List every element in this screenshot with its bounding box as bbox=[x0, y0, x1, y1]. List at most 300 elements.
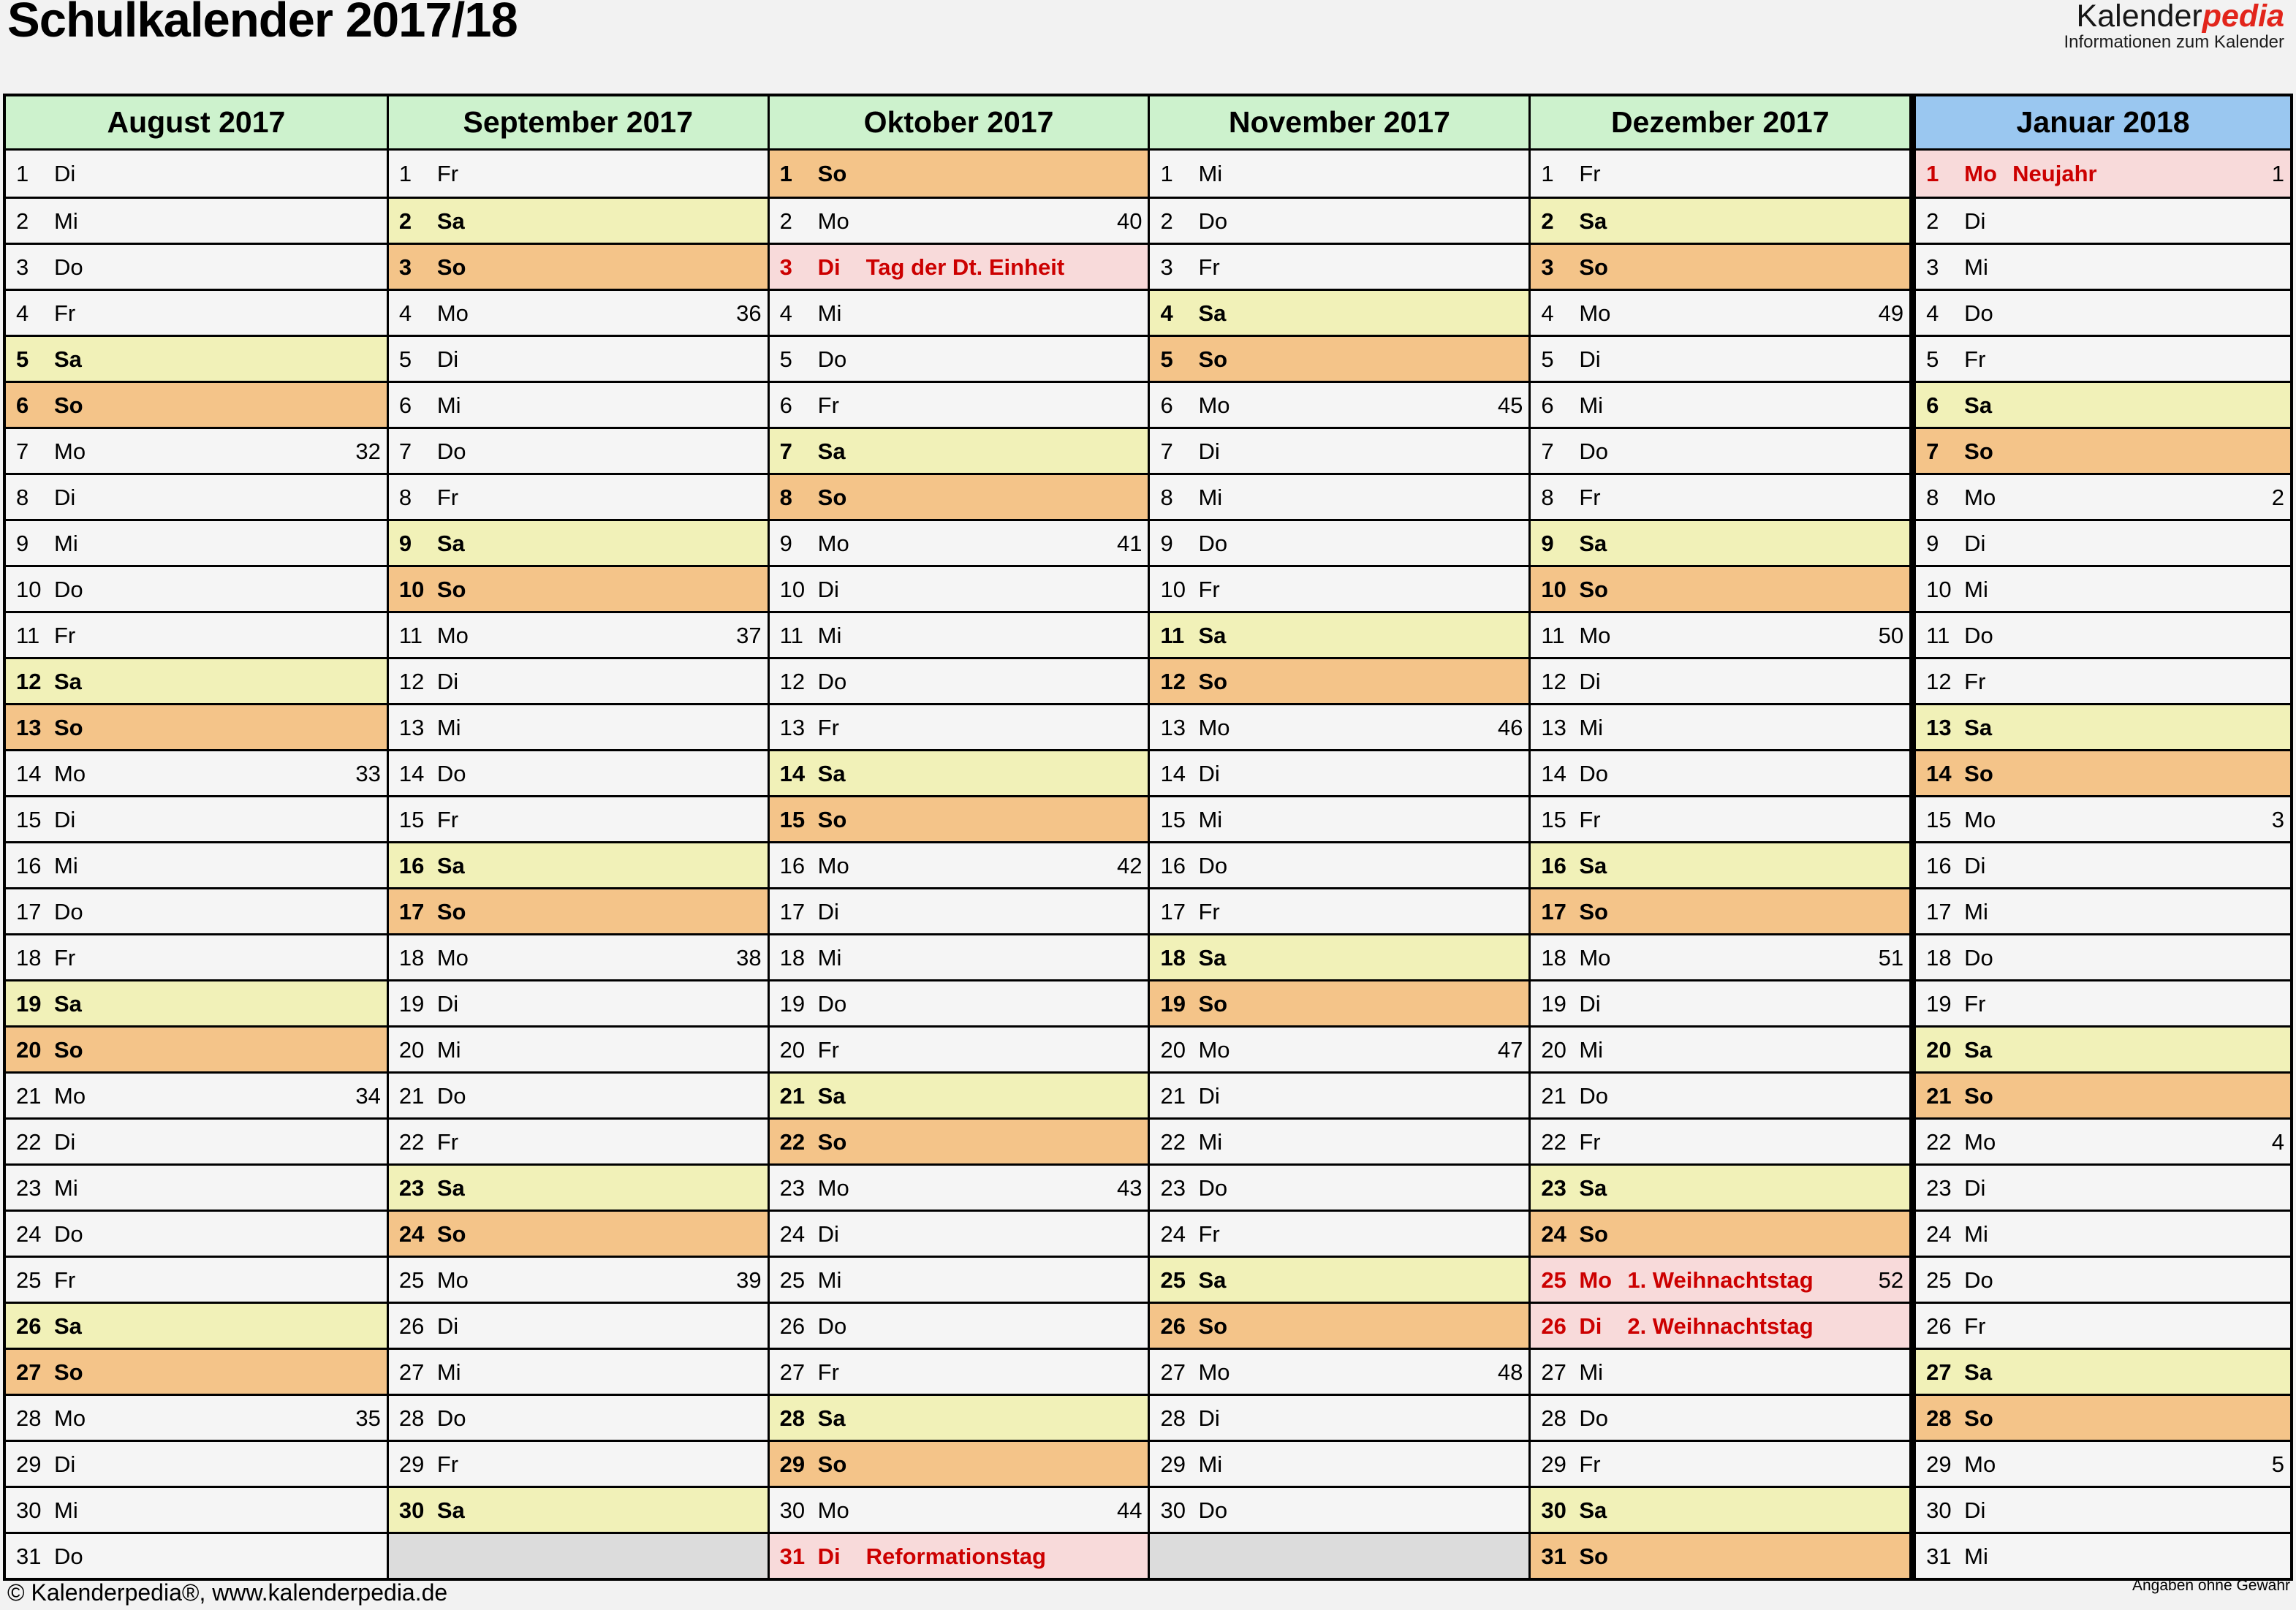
weekday-label: Sa bbox=[1964, 1359, 1993, 1385]
day-number: 7 bbox=[1926, 438, 1939, 464]
day-number: 1 bbox=[1926, 161, 1939, 186]
day-cell bbox=[770, 519, 1148, 565]
day-number: 27 bbox=[16, 1359, 42, 1385]
day-number: 1 bbox=[1160, 161, 1173, 186]
day-cell bbox=[6, 933, 387, 979]
day-number: 24 bbox=[779, 1220, 806, 1247]
day-number: 19 bbox=[1926, 990, 1952, 1017]
day-cell bbox=[1150, 1071, 1528, 1117]
week-number: 3 bbox=[2271, 806, 2284, 832]
weekday-label: Sa bbox=[54, 668, 82, 694]
day-number: 16 bbox=[1160, 852, 1186, 878]
weekday-label: Sa bbox=[1579, 1497, 1607, 1523]
day-number: 12 bbox=[398, 668, 425, 694]
day-number: 21 bbox=[16, 1082, 42, 1109]
day-number: 4 bbox=[1160, 300, 1173, 326]
day-number: 12 bbox=[16, 668, 42, 694]
day-number: 18 bbox=[779, 944, 806, 971]
day-number: 13 bbox=[1541, 714, 1566, 740]
weekday-label: Do bbox=[817, 1313, 847, 1339]
day-cell bbox=[389, 473, 768, 519]
day-number: 6 bbox=[779, 392, 792, 418]
weekday-label: Mi bbox=[1964, 576, 1988, 602]
day-number: 5 bbox=[16, 346, 29, 372]
weekday-label: Fr bbox=[817, 714, 839, 740]
weekday-label: So bbox=[1198, 1313, 1228, 1339]
weekday-label: Fr bbox=[817, 1359, 839, 1385]
day-cell bbox=[770, 565, 1148, 611]
day-number: 9 bbox=[398, 530, 412, 556]
week-number: 2 bbox=[2271, 484, 2284, 510]
weekday-label: Mo bbox=[436, 944, 469, 971]
day-number: 3 bbox=[1541, 254, 1554, 280]
logo-wordmark bbox=[2064, 0, 2285, 33]
weekday-label: Fr bbox=[1579, 806, 1601, 832]
day-cell bbox=[1916, 841, 2290, 887]
day-cell bbox=[1150, 979, 1528, 1025]
weekday-label: Fr bbox=[1579, 484, 1601, 510]
day-number: 2 bbox=[1541, 208, 1554, 234]
day-cell bbox=[389, 151, 768, 197]
day-number: 16 bbox=[1926, 852, 1952, 878]
day-cell bbox=[770, 1210, 1148, 1256]
weekday-label: Di bbox=[436, 1313, 459, 1339]
day-number: 4 bbox=[16, 300, 29, 326]
weekday-label: Do bbox=[436, 438, 466, 464]
day-number: 24 bbox=[398, 1220, 425, 1247]
weekday-label: Mi bbox=[54, 530, 78, 556]
week-number: 36 bbox=[736, 300, 762, 326]
day-cell bbox=[1531, 1117, 1909, 1163]
day-number: 24 bbox=[1160, 1220, 1186, 1247]
weekday-label: Di bbox=[1579, 346, 1601, 372]
weekday-label: Di bbox=[436, 346, 459, 372]
day-cell bbox=[389, 381, 768, 427]
weekday-label: Fr bbox=[54, 622, 76, 648]
weekday-label: Sa bbox=[436, 1174, 465, 1201]
day-cell bbox=[389, 335, 768, 381]
day-number: 28 bbox=[1926, 1405, 1952, 1431]
day-cell bbox=[1531, 703, 1909, 749]
day-cell bbox=[1531, 1025, 1909, 1071]
day-cell bbox=[389, 933, 768, 979]
day-cell bbox=[1916, 381, 2290, 427]
day-number: 5 bbox=[1541, 346, 1554, 372]
weekday-label: So bbox=[817, 1128, 847, 1155]
calendar-table bbox=[3, 94, 2293, 1581]
day-cell bbox=[1531, 519, 1909, 565]
weekday-label: Fr bbox=[1198, 898, 1220, 924]
weekday-label: Sa bbox=[1579, 1174, 1607, 1201]
day-number: 31 bbox=[779, 1543, 806, 1569]
weekday-label: Mi bbox=[436, 392, 461, 418]
day-number: 15 bbox=[779, 806, 806, 832]
day-cell bbox=[6, 657, 387, 703]
day-cell bbox=[1150, 1210, 1528, 1256]
day-cell bbox=[1150, 1486, 1528, 1532]
day-cell bbox=[770, 243, 1148, 289]
day-cell bbox=[389, 1163, 768, 1210]
weekday-label: Mo bbox=[817, 1497, 849, 1523]
day-number: 10 bbox=[398, 576, 425, 602]
weekday-label: Di bbox=[1964, 530, 1986, 556]
logo-text-black: Kalender bbox=[2076, 0, 2202, 34]
weekday-label: Mo bbox=[54, 760, 86, 786]
day-cell bbox=[1150, 565, 1528, 611]
day-cell bbox=[1531, 1394, 1909, 1440]
empty-cell bbox=[389, 1532, 768, 1578]
day-cell bbox=[389, 1117, 768, 1163]
day-cell bbox=[770, 381, 1148, 427]
day-cell bbox=[770, 979, 1148, 1025]
weekday-label: Mi bbox=[1198, 1128, 1223, 1155]
weekday-label: So bbox=[54, 714, 83, 740]
weekday-label: Sa bbox=[436, 852, 465, 878]
day-cell bbox=[1531, 1348, 1909, 1394]
logo-text-red: pedia bbox=[2202, 0, 2284, 34]
day-cell bbox=[389, 979, 768, 1025]
day-cell bbox=[1916, 335, 2290, 381]
weekday-label: Mo bbox=[1198, 714, 1230, 740]
weekday-label: Mo bbox=[1579, 1267, 1613, 1293]
weekday-label: Do bbox=[1964, 300, 1993, 326]
day-cell bbox=[770, 427, 1148, 473]
day-number: 12 bbox=[779, 668, 806, 694]
day-number: 8 bbox=[1160, 484, 1173, 510]
week-number: 37 bbox=[736, 622, 762, 648]
weekday-label: Sa bbox=[1579, 208, 1607, 234]
month-header-januar-2018: Januar 2018 bbox=[1916, 96, 2290, 151]
weekday-label: Fr bbox=[54, 300, 76, 326]
day-cell bbox=[6, 1210, 387, 1256]
day-number: 5 bbox=[1926, 346, 1939, 372]
day-cell bbox=[1916, 1394, 2290, 1440]
day-cell bbox=[1150, 289, 1528, 335]
week-number: 43 bbox=[1117, 1174, 1143, 1201]
day-number: 30 bbox=[1160, 1497, 1186, 1523]
weekday-label: Sa bbox=[54, 1313, 82, 1339]
weekday-label: So bbox=[1579, 1543, 1608, 1569]
day-cell bbox=[770, 1025, 1148, 1071]
day-number: 24 bbox=[16, 1220, 42, 1247]
weekday-label: Sa bbox=[1198, 944, 1227, 971]
week-number: 4 bbox=[2271, 1128, 2284, 1155]
day-cell bbox=[1916, 1071, 2290, 1117]
day-number: 1 bbox=[398, 161, 412, 186]
weekday-label: Mi bbox=[817, 944, 842, 971]
day-cell bbox=[6, 197, 387, 243]
day-cell bbox=[6, 1163, 387, 1210]
day-number: 6 bbox=[1541, 392, 1554, 418]
month-header-august-2017: August 2017 bbox=[6, 96, 387, 151]
day-number: 16 bbox=[1541, 852, 1566, 878]
week-number: 49 bbox=[1878, 300, 1904, 326]
weekday-label: Mo bbox=[1198, 392, 1230, 418]
day-number: 30 bbox=[779, 1497, 806, 1523]
weekday-label: Di bbox=[1198, 438, 1220, 464]
day-number: 26 bbox=[779, 1313, 806, 1339]
day-cell bbox=[389, 1210, 768, 1256]
day-cell bbox=[1531, 473, 1909, 519]
weekday-label: Sa bbox=[817, 1082, 846, 1109]
weekday-label: Mi bbox=[817, 622, 842, 648]
day-cell bbox=[1531, 289, 1909, 335]
weekday-label: Do bbox=[54, 1220, 83, 1247]
day-number: 11 bbox=[779, 622, 803, 648]
copyright-text[interactable]: © Kalenderpedia®, www.kalenderpedia.de bbox=[7, 1579, 448, 1606]
weekday-label: So bbox=[1964, 438, 1993, 464]
day-number: 26 bbox=[1926, 1313, 1952, 1339]
day-number: 30 bbox=[1926, 1497, 1952, 1523]
day-cell bbox=[770, 1163, 1148, 1210]
weekday-label: Mo bbox=[817, 208, 849, 234]
day-cell bbox=[6, 979, 387, 1025]
month-column-januar-2018 bbox=[1909, 96, 2290, 1578]
weekday-label: Do bbox=[1964, 944, 1993, 971]
day-cell bbox=[6, 795, 387, 841]
weekday-label: Do bbox=[1579, 1405, 1608, 1431]
weekday-label: Fr bbox=[1579, 1451, 1601, 1477]
kalenderpedia-logo[interactable] bbox=[2064, 0, 2285, 51]
week-number: 35 bbox=[355, 1405, 381, 1431]
day-number: 21 bbox=[1160, 1082, 1186, 1109]
day-cell bbox=[6, 427, 387, 473]
day-number: 2 bbox=[16, 208, 29, 234]
day-cell bbox=[770, 1117, 1148, 1163]
day-number: 30 bbox=[398, 1497, 425, 1523]
day-cell bbox=[1531, 1256, 1909, 1302]
day-cell bbox=[1150, 1025, 1528, 1071]
weekday-label: Fr bbox=[817, 1036, 839, 1063]
weekday-label: Di bbox=[436, 668, 459, 694]
day-number: 6 bbox=[398, 392, 412, 418]
day-number: 13 bbox=[779, 714, 806, 740]
weekday-label: Mi bbox=[1579, 1359, 1604, 1385]
weekday-label: Di bbox=[436, 990, 459, 1017]
day-cell bbox=[770, 335, 1148, 381]
day-number: 3 bbox=[16, 254, 29, 280]
holiday-label: 2. Weihnachtstag bbox=[1627, 1313, 1814, 1339]
weekday-label: Di bbox=[817, 1543, 841, 1569]
day-number: 10 bbox=[1541, 576, 1566, 602]
day-cell bbox=[1916, 519, 2290, 565]
day-number: 20 bbox=[1541, 1036, 1566, 1063]
day-number: 28 bbox=[779, 1405, 806, 1431]
day-cell bbox=[6, 565, 387, 611]
day-cell bbox=[770, 1440, 1148, 1486]
weekday-label: Do bbox=[1964, 1267, 1993, 1293]
day-cell bbox=[770, 841, 1148, 887]
day-cell bbox=[1916, 657, 2290, 703]
weekday-label: So bbox=[1964, 1405, 1993, 1431]
weekday-label: Mi bbox=[1198, 161, 1223, 186]
day-number: 22 bbox=[1926, 1128, 1952, 1155]
holiday-label: Tag der Dt. Einheit bbox=[865, 254, 1065, 280]
day-number: 11 bbox=[1160, 622, 1185, 648]
month-column-august-2017 bbox=[6, 96, 387, 1578]
day-cell bbox=[389, 657, 768, 703]
weekday-label: Mo bbox=[54, 438, 86, 464]
day-number: 19 bbox=[779, 990, 806, 1017]
day-number: 14 bbox=[1926, 760, 1952, 786]
weekday-label: Do bbox=[1579, 760, 1608, 786]
day-cell bbox=[1531, 887, 1909, 933]
day-cell bbox=[770, 1302, 1148, 1348]
day-cell bbox=[1916, 1440, 2290, 1486]
day-cell bbox=[1531, 611, 1909, 657]
weekday-label: Do bbox=[54, 898, 83, 924]
weekday-label: Mi bbox=[1579, 1036, 1604, 1063]
weekday-label: Mo bbox=[1964, 484, 1996, 510]
weekday-label: Sa bbox=[817, 438, 846, 464]
day-number: 30 bbox=[16, 1497, 42, 1523]
day-number: 1 bbox=[16, 161, 29, 186]
weekday-label: Di bbox=[54, 1128, 76, 1155]
weekday-label: So bbox=[817, 161, 847, 186]
weekday-label: So bbox=[1198, 346, 1228, 372]
day-number: 27 bbox=[1541, 1359, 1566, 1385]
day-number: 24 bbox=[1541, 1220, 1566, 1247]
day-cell bbox=[1531, 1486, 1909, 1532]
day-number: 22 bbox=[398, 1128, 425, 1155]
weekday-label: Mo bbox=[54, 1082, 86, 1109]
week-number: 34 bbox=[355, 1082, 381, 1109]
day-cell bbox=[1150, 519, 1528, 565]
day-number: 20 bbox=[779, 1036, 806, 1063]
day-cell bbox=[1916, 243, 2290, 289]
day-cell bbox=[1916, 565, 2290, 611]
weekday-label: Sa bbox=[817, 1405, 846, 1431]
day-number: 29 bbox=[779, 1451, 806, 1477]
day-number: 8 bbox=[779, 484, 792, 510]
day-number: 14 bbox=[1541, 760, 1566, 786]
weekday-label: Fr bbox=[1964, 668, 1986, 694]
day-cell bbox=[1916, 473, 2290, 519]
week-number: 48 bbox=[1497, 1359, 1523, 1385]
day-cell bbox=[770, 1256, 1148, 1302]
day-number: 6 bbox=[1160, 392, 1173, 418]
day-cell bbox=[389, 1440, 768, 1486]
weekday-label: Do bbox=[436, 760, 466, 786]
weekday-label: Di bbox=[1579, 990, 1601, 1017]
weekday-label: So bbox=[1198, 668, 1228, 694]
weekday-label: Sa bbox=[1964, 392, 1993, 418]
day-cell bbox=[1150, 427, 1528, 473]
day-number: 23 bbox=[1926, 1174, 1952, 1201]
day-number: 12 bbox=[1926, 668, 1952, 694]
weekday-label: Mo bbox=[436, 1267, 469, 1293]
day-number: 29 bbox=[16, 1451, 42, 1477]
day-cell bbox=[1916, 1486, 2290, 1532]
weekday-label: Do bbox=[54, 1543, 83, 1569]
day-cell bbox=[389, 841, 768, 887]
weekday-label: Mi bbox=[1579, 714, 1604, 740]
week-number: 46 bbox=[1497, 714, 1523, 740]
day-cell bbox=[770, 749, 1148, 795]
weekday-label: Mo bbox=[1964, 1451, 1996, 1477]
day-number: 21 bbox=[779, 1082, 806, 1109]
day-cell bbox=[770, 1394, 1148, 1440]
day-cell bbox=[1531, 795, 1909, 841]
day-number: 12 bbox=[1160, 668, 1186, 694]
weekday-label: Mo bbox=[817, 1174, 849, 1201]
day-cell bbox=[1531, 749, 1909, 795]
day-cell bbox=[389, 1348, 768, 1394]
day-number: 17 bbox=[779, 898, 806, 924]
day-number: 7 bbox=[16, 438, 29, 464]
weekday-label: Fr bbox=[1964, 346, 1986, 372]
day-number: 20 bbox=[1926, 1036, 1952, 1063]
day-cell bbox=[389, 795, 768, 841]
weekday-label: Mi bbox=[1198, 806, 1223, 832]
day-cell bbox=[1150, 381, 1528, 427]
day-cell bbox=[389, 427, 768, 473]
day-number: 21 bbox=[1926, 1082, 1952, 1109]
day-number: 17 bbox=[1926, 898, 1952, 924]
weekday-label: Mo bbox=[1579, 944, 1611, 971]
weekday-label: Mo bbox=[1579, 300, 1611, 326]
weekday-label: Do bbox=[817, 668, 847, 694]
weekday-label: Mo bbox=[1198, 1036, 1230, 1063]
day-number: 15 bbox=[1926, 806, 1952, 832]
day-cell bbox=[770, 197, 1148, 243]
day-number: 2 bbox=[1160, 208, 1173, 234]
day-cell bbox=[770, 703, 1148, 749]
day-cell bbox=[389, 749, 768, 795]
day-cell bbox=[1150, 197, 1528, 243]
day-number: 26 bbox=[1160, 1313, 1186, 1339]
day-cell bbox=[389, 1486, 768, 1532]
day-number: 26 bbox=[16, 1313, 42, 1339]
weekday-label: Mi bbox=[1198, 484, 1223, 510]
day-number: 23 bbox=[16, 1174, 42, 1201]
weekday-label: Di bbox=[1964, 208, 1986, 234]
day-number: 19 bbox=[1541, 990, 1566, 1017]
day-cell bbox=[1916, 289, 2290, 335]
day-number: 10 bbox=[16, 576, 42, 602]
day-number: 1 bbox=[779, 161, 792, 186]
day-cell bbox=[1916, 611, 2290, 657]
weekday-label: Do bbox=[1198, 1174, 1228, 1201]
day-cell bbox=[1531, 1163, 1909, 1210]
day-number: 25 bbox=[1541, 1267, 1566, 1293]
day-number: 15 bbox=[398, 806, 425, 832]
day-number: 2 bbox=[779, 208, 792, 234]
day-cell bbox=[1531, 979, 1909, 1025]
day-cell bbox=[1531, 841, 1909, 887]
weekday-label: Di bbox=[54, 806, 76, 832]
day-number: 7 bbox=[779, 438, 792, 464]
week-number: 38 bbox=[736, 944, 762, 971]
day-number: 7 bbox=[1160, 438, 1173, 464]
day-number: 19 bbox=[1160, 990, 1186, 1017]
day-number: 14 bbox=[16, 760, 42, 786]
weekday-label: Mo bbox=[817, 852, 849, 878]
day-number: 4 bbox=[1541, 300, 1554, 326]
weekday-label: Di bbox=[54, 1451, 76, 1477]
week-number: 40 bbox=[1117, 208, 1143, 234]
weekday-label: Mo bbox=[1964, 1128, 1996, 1155]
day-number: 9 bbox=[1926, 530, 1939, 556]
day-cell bbox=[770, 1486, 1148, 1532]
day-number: 13 bbox=[1926, 714, 1952, 740]
day-cell bbox=[1531, 565, 1909, 611]
weekday-label: Do bbox=[1198, 208, 1228, 234]
weekday-label: So bbox=[1198, 990, 1228, 1017]
weekday-label: Fr bbox=[436, 1451, 459, 1477]
day-number: 28 bbox=[1541, 1405, 1566, 1431]
week-number: 32 bbox=[355, 438, 381, 464]
